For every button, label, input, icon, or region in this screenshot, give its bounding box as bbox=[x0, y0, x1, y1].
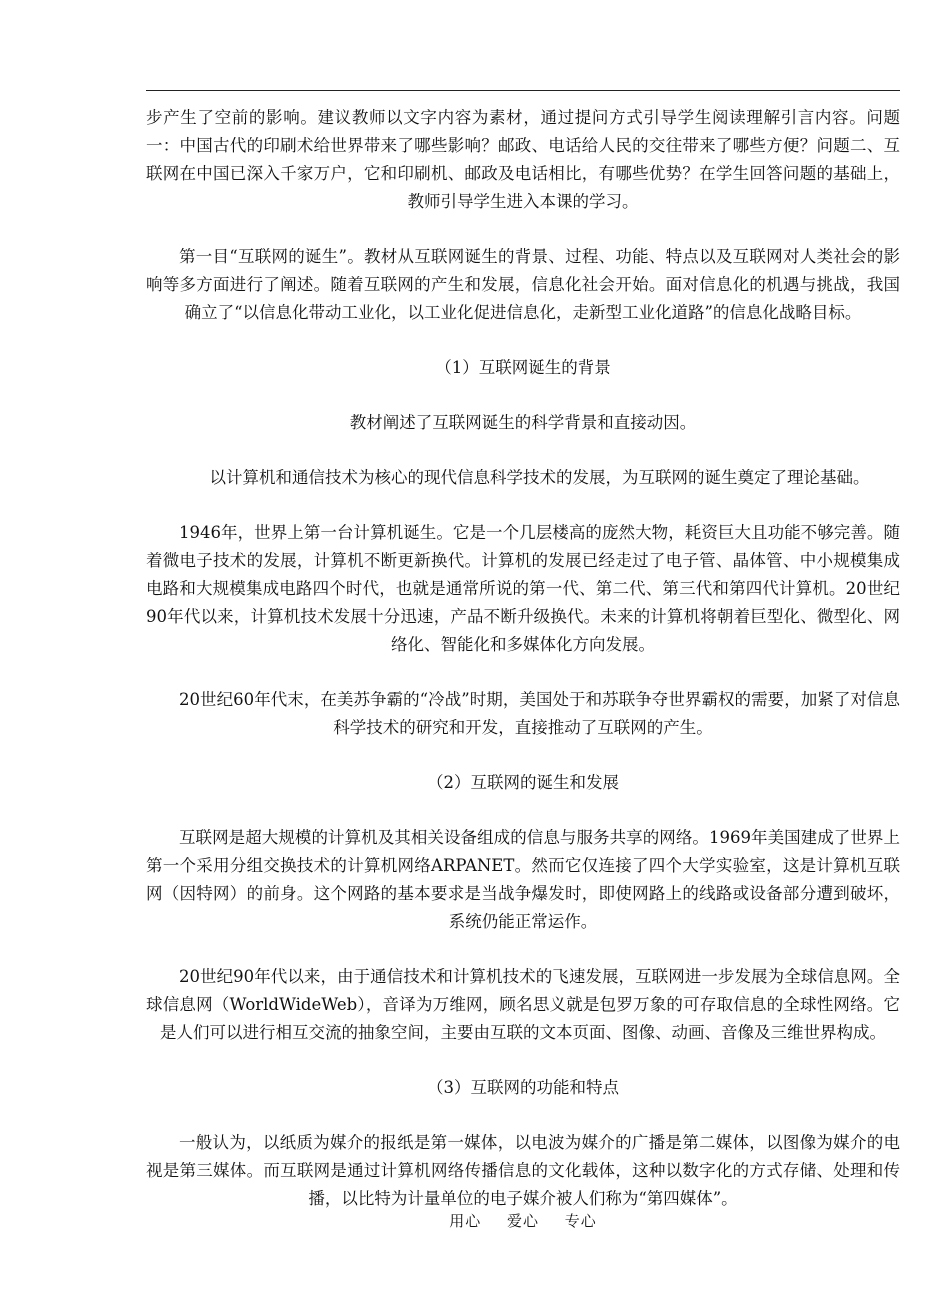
paragraph-computer-history: 1946年，世界上第一台计算机诞生。它是一个几层楼高的庞然大物，耗资巨大且功能不够完善。随着微电子技术的发展，计算机不断更新换代。计算机的发展已经走过了电子管、晶体管、中小规模集成电路和大规模集成电路四个时代，也就是通常所说的第一代、第二代、第三代和第四代计算机。20世纪90年代以来，计算机技术发展十分迅速，产品不断升级换代。未来的计算机将朝着巨型化、微型化、网络化、智能化和多媒体化方向发展。 bbox=[146, 523, 900, 654]
paragraph-intro-continued: 步产生了空前的影响。建议教师以文字内容为素材，通过提问方式引导学生阅读理解引言内容。问题一：中国古代的印刷术给世界带来了哪些影响？邮政、电话给人民的交往带来了哪些方便？问题二、互联网在中国已深入千家万户，它和印刷机、邮政及电话相比，有哪些优势？在学生回答问题的基础上，教师引导学生进入本课的学习。 bbox=[146, 108, 900, 211]
heading-functions-features: （3）互联网的功能和特点 bbox=[427, 1078, 619, 1097]
page-footer bbox=[146, 1210, 900, 1231]
paragraph-theory-basis: 以计算机和通信技术为核心的现代信息科学技术的发展，为互联网的诞生奠定了理论基础。 bbox=[209, 468, 870, 487]
heading-background: （1）互联网诞生的背景 bbox=[435, 358, 611, 377]
paragraph-cold-war: 20世纪60年代末，在美苏争霸的“冷战”时期，美国处于和苏联争夺世界霸权的需要，加紧了对信息科学技术的研究和开发，直接推动了互联网的产生。 bbox=[179, 690, 900, 737]
paragraph-fourth-media: 一般认为，以纸质为媒介的报纸是第一媒体，以电波为媒介的广播是第二媒体，以图像为媒介的电视是第三媒体。而互联网是通过计算机网络传播信息的文化载体，这种以数字化的方式存储、处理和传播，以比特为计量单位的电子媒介被人们称为“第四媒体”。 bbox=[146, 1133, 900, 1208]
paragraph-arpanet: 互联网是超大规模的计算机及其相关设备组成的信息与服务共享的网络。1969年美国建成了世界上第一个采用分组交换技术的计算机网络ARPANET。然而它仅连接了四个大学实验室，这是计算机互联网（因特网）的前身。这个网路的基本要求是当战争爆发时，即使网路上的线路或设备部分遭到破坏，系统仍能正常运作。 bbox=[146, 828, 900, 931]
header-rule bbox=[146, 90, 900, 91]
footer-text-2: 爱心 bbox=[506, 1212, 539, 1230]
footer-text-1: 用心 bbox=[449, 1212, 482, 1230]
document-body bbox=[146, 104, 900, 1213]
heading-birth-development: （2）互联网的诞生和发展 bbox=[427, 773, 619, 792]
paragraph-section-one: 第一目“互联网的诞生”。教材从互联网诞生的背景、过程、功能、特点以及互联网对人类社会的影响等多方面进行了阐述。随着互联网的产生和发展，信息化社会开始。面对信息化的机遇与挑战，我国确立了“以信息化带动工业化，以工业化促进信息化，走新型工业化道路”的信息化战略目标。 bbox=[146, 247, 900, 322]
paragraph-background-summary: 教材阐述了互联网诞生的科学背景和直接动因。 bbox=[349, 413, 697, 432]
footer-text-3: 专心 bbox=[564, 1212, 597, 1230]
paragraph-www: 20世纪90年代以来，由于通信技术和计算机技术的飞速发展，互联网进一步发展为全球信息网。全球信息网（WorldWideWeb），音译为万维网，顾名思义就是包罗万象的可存取信息的全球性网络。它是人们可以进行相互交流的抽象空间，主要由互联的文本页面、图像、动画、音像及三维世界构成。 bbox=[146, 967, 900, 1042]
